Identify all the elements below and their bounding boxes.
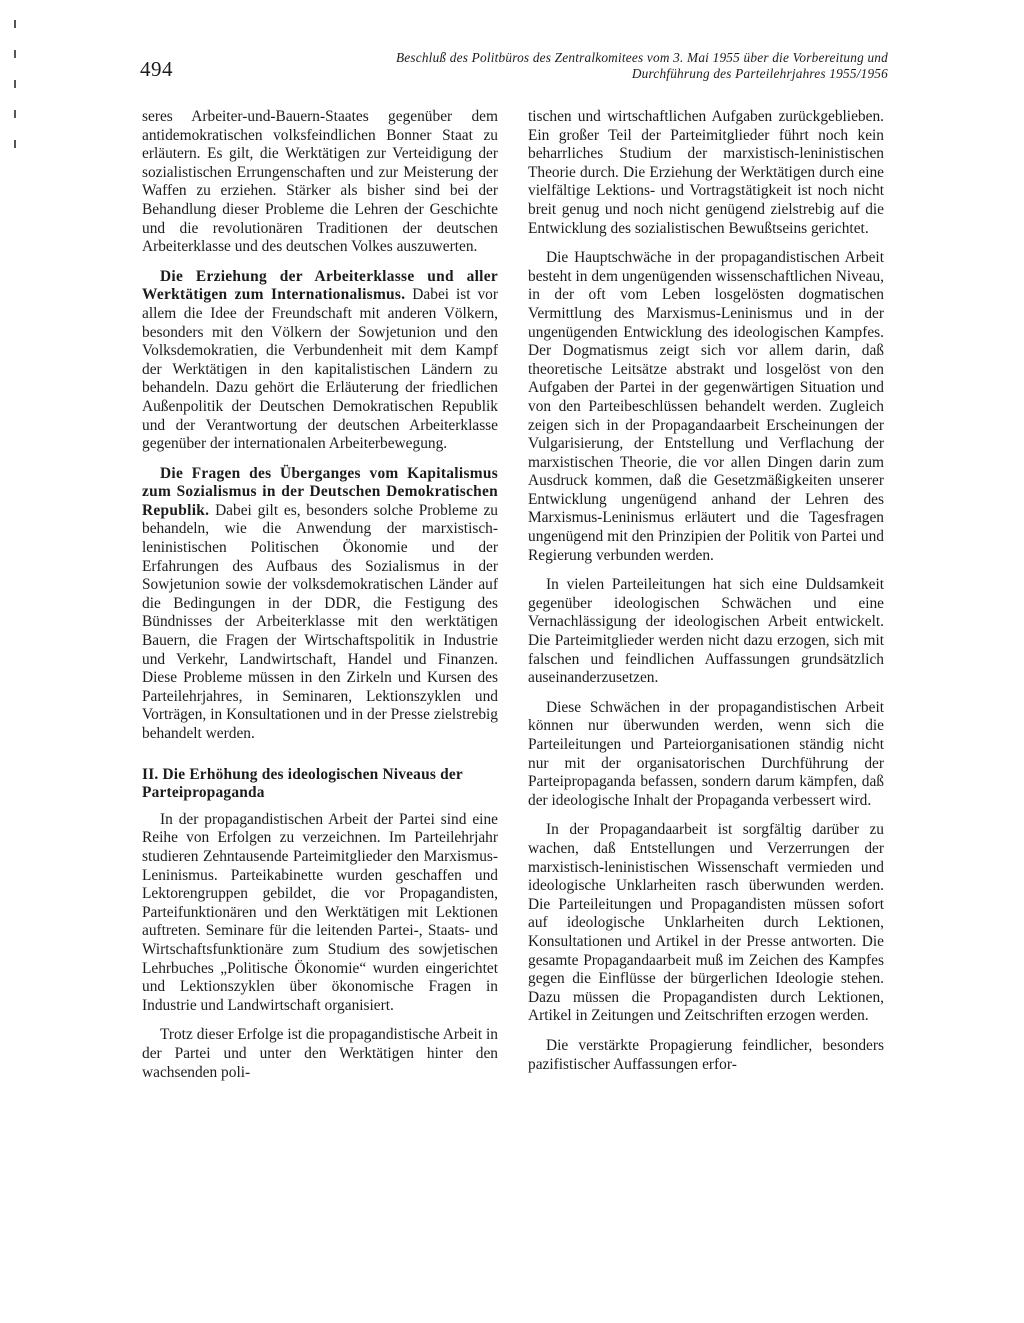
paragraph: seres Arbeiter-und-Bauern-Staates gegenüber dem antidemokratischen volksfeindlichen Bonner Staat zu erläutern. Es gilt, die Werktätigen zur Verteidigung der sozialistischen Errungenschaften und zur Meisterung der Waffen zu erziehen. Stärker als bisher sind bei der Behandlung dieser Probleme die Lehren der Geschichte und die revolutionären Traditionen der deutschen Arbeiterklasse und des deutschen Volkes auszuwerten.: [142, 108, 498, 256]
running-title: [228, 50, 888, 82]
paragraph: Trotz dieser Erfolge ist die propagandistische Arbeit in der Partei und unter den Werktätigen hinter den wachsenden poli-: [142, 1026, 498, 1081]
section-heading: II. Die Erhöhung des ideologischen Niveaus der Parteipropaganda: [142, 765, 463, 802]
paragraph: Die verstärkte Propagierung feindlicher, besonders pazifistischer Auffassungen erfor-: [528, 1036, 884, 1073]
scan-edge-marks: [14, 20, 18, 170]
paragraph: [142, 465, 498, 744]
running-title-line-1: Beschluß des Politbüros des Zentralkomitees vom 3. Mai 1955 über die Vorbereitung und: [395, 50, 888, 65]
paragraph: Diese Schwächen in der propagandistischen Arbeit können nur überwunden werden, wenn sich die Parteileitungen und Parteiorganisationen ständig nicht nur mit der organisatorischen Durchführung der Parteipropaganda befassen, sondern darum kämpfen, daß der ideologische Inhalt der Propaganda verbessert wird.: [528, 698, 884, 809]
running-title-line-2: Durchführung des Parteilehrjahres 1955/1956: [631, 66, 888, 81]
paragraph: In der propagandistischen Arbeit der Partei sind eine Reihe von Erfolgen zu verzeichnen. Im Parteilehrjahr studieren Zehntausende Parteimitglieder den Marxismus-Leninismus. Parteikabinette wurden geschaffen und Lektorengruppen gebildet, die vor Propagandisten, Parteifunktionären und den Werktätigen mit Lektionen auftreten. Seminare für die leitenden Partei-, Staats- und Wirtschaftsfunktionäre zum Studium des sowjetischen Lehrbuches „Politische Ökonomie“ wurden eingerichtet und Lektionszyklen über ökonomische Fragen in Industrie und Landwirtschaft organisiert.: [142, 810, 498, 1014]
paragraph-body: Dabei ist vor allem die Idee der Freundschaft mit anderen Völkern, besonders mit den Völkern der Sowjetunion und den Volksdemokratien, die Verbundenheit mit dem Kampf der Werktätigen in den kapitalistischen Ländern zu behandeln. Dazu gehört die Erläuterung der friedlichen Außenpolitik der Deutschen Demokratischen Republik und der Verantwortung der deutschen Arbeiterklasse gegenüber der internationalen Arbeiterbewegung.: [142, 286, 498, 453]
paragraph: In der Propagandaarbeit ist sorgfältig darüber zu wachen, daß Entstellungen und Verzerrungen der marxistisch-leninistischen Wissenschaft vermieden und ideologische Unklarheiten rasch überwunden werden. Die Parteileitungen und Propagandisten müssen sofort auf ideologische Unklarheiten durch Lektionen, Konsultationen und Artikel in der Presse antworten. Die gesamte Propagandaarbeit muß im Zeichen des Kampfes gegen die Einflüsse der bürgerlichen Ideologie stehen. Dazu müssen die Propagandisten durch Lektionen, Artikel in Zeitungen und Zeitschriften erzogen werden.: [528, 821, 884, 1025]
paragraph: tischen und wirtschaftlichen Aufgaben zurückgeblieben. Ein großer Teil der Parteimitglieder führt noch kein beharrliches Studium der marxistisch-leninistischen Theorie durch. Die Erziehung der Werktätigen durch eine vielfältige Lektions- und Vortragstätigkeit ist noch nicht breit genug und noch nicht genügend zielstrebig auf die Entwicklung des sozialistischen Bewußtseins gerichtet.: [528, 108, 884, 237]
paragraph-lead: Die Fragen des Überganges vom Kapitalismus zum Sozialismus in der Deutschen Demokratischen Republik.: [142, 464, 498, 519]
paragraph-lead: Die Erziehung der Arbeiterklasse und aller Werktätigen zum Internationalismus.: [142, 267, 498, 304]
paragraph: In vielen Parteileitungen hat sich eine Duldsamkeit gegenüber ideologischen Schwächen und eine Vernachlässigung der ideologischen Arbeit entwickelt. Die Parteimitglieder werden nicht dazu erzogen, sich mit falschen und feindlichen Auffassungen grundsätzlich auseinanderzusetzen.: [528, 576, 884, 687]
page-number: 494: [140, 57, 173, 81]
left-column: [142, 108, 498, 1093]
paragraph-body: Dabei gilt es, besonders solche Probleme zu behandeln, wie die Anwendung der marxistisch-leninistischen Politischen Ökonomie und der Erfahrungen des Aufbaus des Sozialismus in der Sowjetunion sowie der volksdemokratischen Länder auf die Bedingungen in der DDR, die Festigung des Bündnisses der Arbeiterklasse mit den werktätigen Bauern, die Fragen der Wirtschaftspolitik in Industrie und Verkehr, Landwirtschaft, Handel und Finanzen. Diese Probleme müssen in den Zirkeln und Kursen des Parteilehrjahres, in Seminaren, Lektionszyklen und Vorträgen, in Konsultationen und in der Presse zielstrebig behandelt werden.: [142, 501, 498, 742]
page-header: [140, 50, 888, 84]
right-column: [528, 108, 884, 1085]
paragraph: Die Hauptschwäche in der propagandistischen Arbeit besteht in dem ungenügenden wissenschaftlichen Niveau, in der oft vom Leben losgelösten dogmatischen Vermittlung des Marxismus-Leninismus und in der ungenügenden Entwicklung des ideologischen Kampfes. Der Dogmatismus zeigt sich vor allem darin, daß theoretische Leitsätze abstrakt und losgelöst von den Aufgaben der Partei in der gegenwärtigen Situation und von den Parteibeschlüssen behandelt werden. Zugleich zeigen sich in der Propagandaarbeit Erscheinungen der Vulgarisierung, der Entstellung und Verflachung der marxistischen Theorie, die vor allen Dingen darin zum Ausdruck kommen, daß die Gesetzmäßigkeiten unserer Entwicklung ungenügend anhand der Lehren des Marxismus-Leninismus erläutert und die Tagesfragen ungenügend mit den Prinzipien der Politik von Partei und Regierung verbunden werden.: [528, 249, 884, 564]
paragraph: [142, 268, 498, 454]
